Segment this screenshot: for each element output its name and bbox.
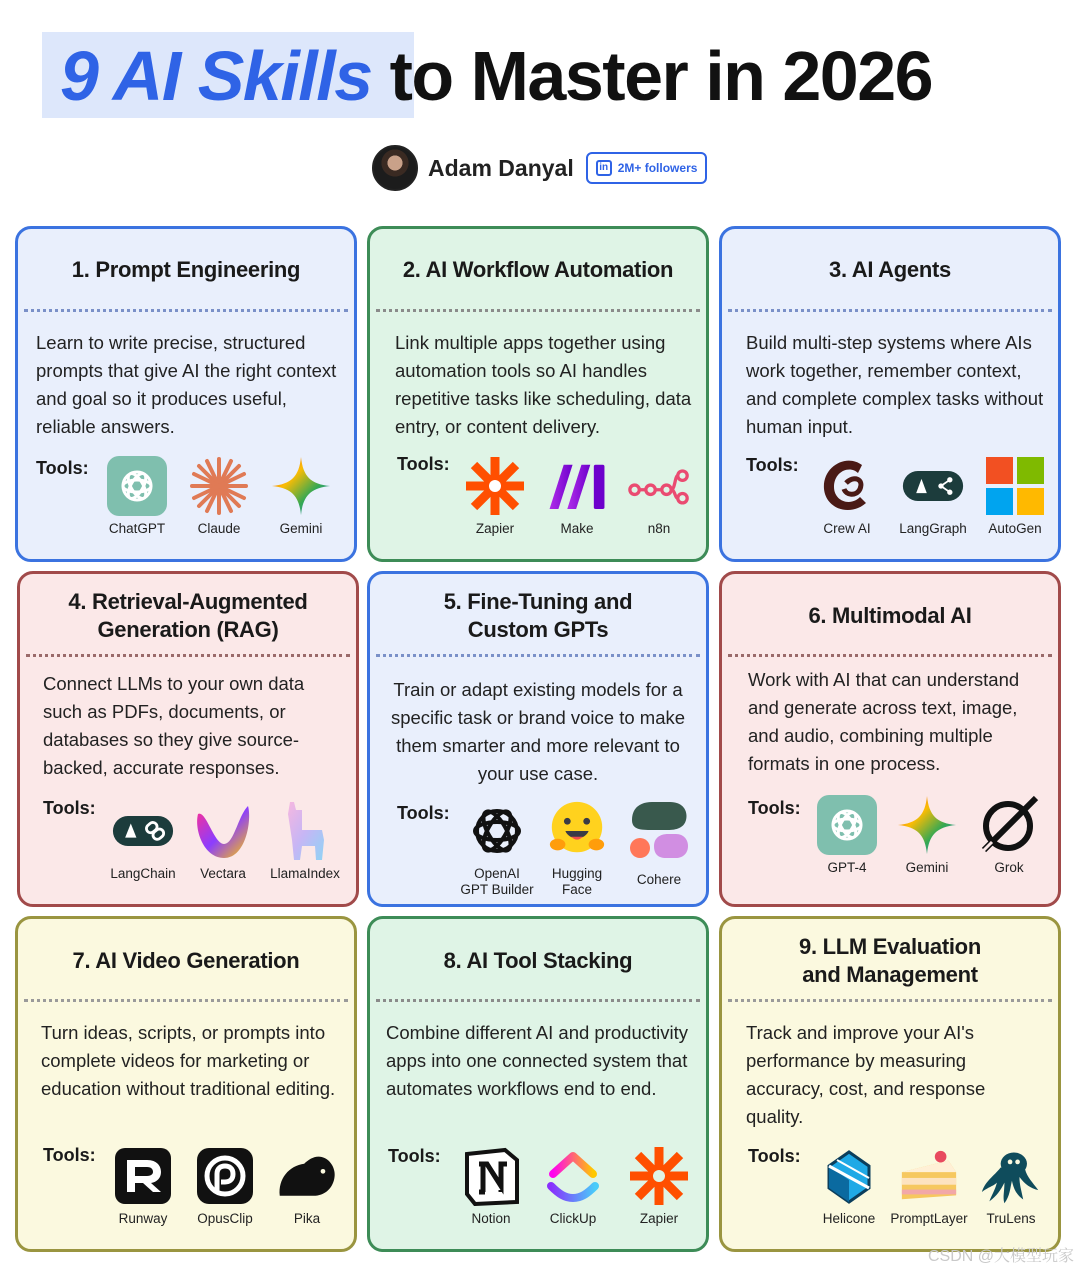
card-title-line: Custom GPTs xyxy=(467,617,609,642)
skill-card-video-generation xyxy=(15,916,357,1252)
pika-icon xyxy=(276,1145,338,1207)
langgraph-icon xyxy=(902,455,964,517)
claude-icon xyxy=(188,455,250,517)
divider xyxy=(728,999,1052,1002)
gemini-icon xyxy=(896,794,958,856)
llamaindex-icon xyxy=(274,800,336,862)
tool-zapier[interactable] xyxy=(454,455,536,537)
skill-card-multimodal xyxy=(719,571,1061,907)
tool-hugging-face[interactable] xyxy=(536,796,618,898)
clickup-icon xyxy=(542,1145,604,1207)
skill-card-workflow-automation xyxy=(367,226,709,562)
card-description: Link multiple apps together using automation tools so AI handles repetitive tasks like scheduling, data entry, or content delivery. xyxy=(395,332,692,437)
tool-name: Claude xyxy=(197,521,241,536)
langchain-icon xyxy=(112,800,174,862)
tool-name-line: Face xyxy=(561,882,592,897)
tool-make[interactable] xyxy=(536,455,618,537)
divider xyxy=(26,654,350,657)
tool-name: PromptLayer xyxy=(890,1211,968,1226)
chatgpt-icon xyxy=(106,455,168,517)
tools-label: Tools: xyxy=(746,455,799,475)
tool-clickup[interactable] xyxy=(532,1145,614,1227)
tool-notion[interactable] xyxy=(450,1145,532,1227)
tool-name: Make xyxy=(560,521,594,536)
card-description: Turn ideas, scripts, or prompts into complete videos for marketing or education without traditional editing. xyxy=(41,1022,336,1099)
card-description: Work with AI that can understand and generate across text, image, and audio, combining multiple formats in one process. xyxy=(748,669,1020,774)
divider xyxy=(24,309,348,312)
tool-grok[interactable] xyxy=(968,794,1050,876)
card-description: Combine different AI and productivity apps into one connected system that automates workflows end to end. xyxy=(386,1022,688,1099)
tool-cohere[interactable] xyxy=(618,800,700,888)
author-bar xyxy=(372,144,707,192)
skill-card-ai-agents xyxy=(719,226,1061,562)
divider xyxy=(728,654,1052,657)
tool-name xyxy=(536,866,618,898)
header xyxy=(0,28,1080,128)
tool-chatgpt[interactable] xyxy=(96,455,178,537)
tool-name: OpusClip xyxy=(197,1211,253,1226)
card-title xyxy=(722,919,1058,1003)
tool-name: LangChain xyxy=(110,866,176,881)
tool-name: Cohere xyxy=(636,872,682,887)
divider xyxy=(376,309,700,312)
watermark: CSDN @大模型玩家 xyxy=(927,1248,1074,1265)
page-title xyxy=(60,34,932,118)
tool-pika[interactable] xyxy=(266,1145,348,1227)
skill-card-prompt-engineering xyxy=(15,226,357,562)
tool-name: Runway xyxy=(118,1211,168,1226)
tool-name: GPT-4 xyxy=(827,860,867,875)
skill-card-tool-stacking xyxy=(367,916,709,1252)
tool-n8n[interactable] xyxy=(618,455,700,537)
tool-name: Notion xyxy=(471,1211,511,1226)
skill-card-rag xyxy=(17,571,359,907)
promptlayer-icon xyxy=(898,1145,960,1207)
grok-icon xyxy=(978,794,1040,856)
tool-name: Gemini xyxy=(905,860,949,875)
autogen-icon xyxy=(984,455,1046,517)
card-description: Build multi-step systems where AIs work together, remember context, and complete complex tasks without human input. xyxy=(746,332,1044,437)
tool-name: Vectara xyxy=(200,866,246,881)
card-title-line: 4. Retrieval-Augmented xyxy=(68,589,308,614)
card-description: Learn to write precise, structured prompts that give AI the right context and goal so it produces useful, reliable answers. xyxy=(36,332,337,437)
tool-name-line: GPT Builder xyxy=(460,882,534,897)
gpt4-icon xyxy=(816,794,878,856)
notion-icon xyxy=(460,1145,522,1207)
avatar xyxy=(372,145,418,191)
followers-count: 2M+ followers xyxy=(617,161,698,175)
openai-icon xyxy=(466,800,528,862)
gemini-icon xyxy=(270,455,332,517)
card-description: Connect LLMs to your own data such as PDFs, documents, or databases so they give source-backed, accurate responses. xyxy=(43,673,305,778)
tools-label: Tools: xyxy=(748,1146,801,1166)
card-description: Train or adapt existing models for a specific task or brand voice to make them smarter and more relevant to your use case. xyxy=(390,679,686,784)
tool-name: TruLens xyxy=(986,1211,1036,1226)
make-icon xyxy=(546,455,608,517)
tool-name: LlamaIndex xyxy=(270,866,340,881)
hugging-face-icon xyxy=(546,796,608,862)
trulens-icon xyxy=(980,1145,1042,1207)
card-title: 7. AI Video Generation xyxy=(72,948,300,973)
tool-name: LangGraph xyxy=(899,521,967,536)
cohere-icon xyxy=(628,800,690,862)
card-title xyxy=(370,574,706,658)
card-title-line: 9. LLM Evaluation xyxy=(799,934,981,959)
tool-runway[interactable] xyxy=(102,1145,184,1227)
divider xyxy=(376,654,700,657)
card-title: 3. AI Agents xyxy=(829,257,951,282)
zapier-icon xyxy=(464,455,526,517)
card-title-line: 5. Fine-Tuning and xyxy=(443,589,633,614)
tool-name: AutoGen xyxy=(988,521,1042,536)
tool-trulens[interactable] xyxy=(970,1145,1052,1227)
tool-name: Zapier xyxy=(475,521,515,536)
card-title: 2. AI Workflow Automation xyxy=(402,257,674,282)
tool-name: Zapier xyxy=(639,1211,679,1226)
tool-zapier[interactable] xyxy=(618,1145,700,1227)
tool-name: Grok xyxy=(994,860,1024,875)
tool-autogen[interactable] xyxy=(974,455,1056,537)
tools-label: Tools: xyxy=(36,458,89,478)
card-description: Track and improve your AI's performance by measuring accuracy, cost, and response quality. xyxy=(746,1022,986,1127)
tool-name: n8n xyxy=(647,521,671,536)
title-rest: to Master in 2026 xyxy=(371,37,933,115)
tool-name: Crew AI xyxy=(823,521,871,536)
card-title: 1. Prompt Engineering xyxy=(71,257,301,282)
tool-name-line: Hugging xyxy=(551,866,603,881)
tool-name-line: OpenAI xyxy=(474,866,520,881)
linkedin-icon: in xyxy=(596,160,612,176)
tools-label: Tools: xyxy=(397,803,450,823)
tools-label: Tools: xyxy=(397,454,450,474)
tool-name: Helicone xyxy=(822,1211,876,1226)
tool-crew-ai[interactable] xyxy=(806,455,888,537)
tool-gemini[interactable] xyxy=(886,794,968,876)
tool-openai-gpt-builder[interactable] xyxy=(456,800,538,898)
tool-promptlayer[interactable] xyxy=(888,1145,970,1227)
tools-label: Tools: xyxy=(748,798,801,818)
tool-gemini[interactable] xyxy=(260,455,342,537)
card-title-line: and Management xyxy=(802,962,978,987)
tool-gpt-4[interactable] xyxy=(806,794,888,876)
tool-helicone[interactable] xyxy=(808,1145,890,1227)
card-title-line: Generation (RAG) xyxy=(97,617,279,642)
tools-label: Tools: xyxy=(43,798,96,818)
card-title xyxy=(20,574,356,658)
opusclip-icon xyxy=(194,1145,256,1207)
title-accent: 9 AI Skills xyxy=(60,37,372,115)
card-title: 8. AI Tool Stacking xyxy=(443,948,633,973)
author-name: Adam Danyal xyxy=(428,154,574,181)
crewai-icon xyxy=(816,455,878,517)
tools-label: Tools: xyxy=(388,1146,441,1166)
tool-claude[interactable] xyxy=(178,455,260,537)
tool-name: Gemini xyxy=(279,521,323,536)
linkedin-followers-badge[interactable] xyxy=(586,152,708,184)
zapier-icon xyxy=(628,1145,690,1207)
skill-card-llm-evaluation xyxy=(719,916,1061,1252)
runway-icon xyxy=(112,1145,174,1207)
tool-name: Pika xyxy=(293,1211,321,1226)
vectara-icon xyxy=(192,800,254,862)
card-title: 6. Multimodal AI xyxy=(808,603,972,628)
helicone-icon xyxy=(818,1145,880,1207)
tools-label: Tools: xyxy=(43,1145,96,1165)
divider xyxy=(376,999,700,1002)
skill-card-fine-tuning xyxy=(367,571,709,907)
tool-opusclip[interactable] xyxy=(184,1145,266,1227)
divider xyxy=(24,999,348,1002)
divider xyxy=(728,309,1052,312)
tool-name xyxy=(456,866,538,898)
n8n-icon xyxy=(628,455,690,517)
tool-name: ClickUp xyxy=(549,1211,597,1226)
tool-vectara[interactable] xyxy=(182,800,264,882)
tool-langchain[interactable] xyxy=(102,800,184,882)
tool-llamaindex[interactable] xyxy=(264,800,346,882)
tool-name: ChatGPT xyxy=(108,521,166,536)
tool-langgraph[interactable] xyxy=(892,455,974,537)
